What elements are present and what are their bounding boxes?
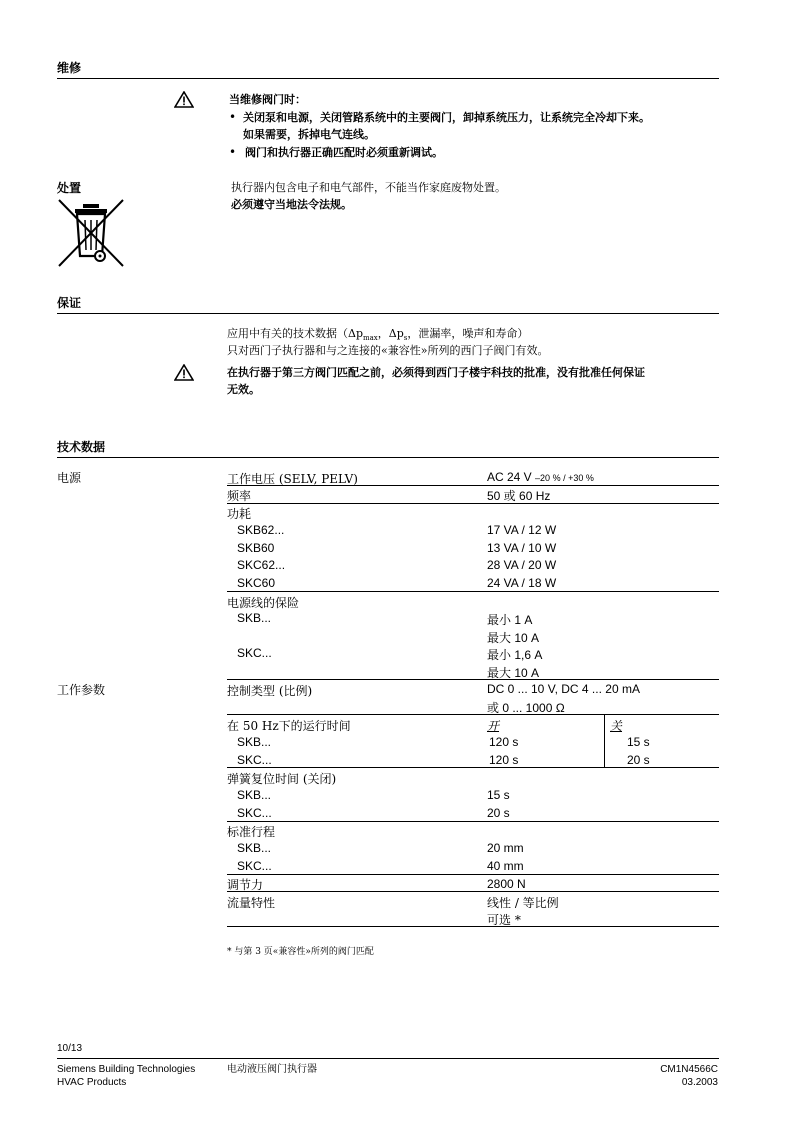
group-label-power: 电源 [57,471,82,485]
warranty-text: 只对西门子执行器和与之连接的«兼容性»所列的西门子阀门有效。 [227,344,549,357]
spec-label: 标准行程 [227,825,276,839]
spec-label: 功耗 [227,507,252,521]
spec-value: 线性 / 等比例 [487,896,559,910]
spec-model: SKB... [237,788,272,802]
spec-value: 24 VA / 18 W [487,576,557,590]
bullet-text: 阀门和执行器正确匹配时必须重新调试。 [245,146,443,159]
spec-model: SKB... [237,841,272,855]
spec-label: 频率 [227,489,252,503]
column-divider [604,715,605,767]
row-rule [227,485,719,486]
footer-rule [57,1058,719,1059]
spec-value: 17 VA / 12 W [487,523,557,537]
spec-value: 或 0 ... 1000 Ω [487,701,565,715]
crossed-bin-icon [57,198,125,272]
warranty-text: 应用中有关的技术数据（$\Delta p_{max}$，$\Delta p_s$，泄漏率，噪声和寿命） [227,327,529,343]
spec-value: 15 s [627,735,650,749]
spec-value: AC 24 V –20 % / +30 % [487,470,594,484]
spec-model: SKC60 [237,576,276,590]
footer-doc-number: CM1N4566C [660,1064,718,1075]
row-rule [227,767,719,768]
spec-model: SKC... [237,646,272,660]
row-rule [227,891,719,892]
row-rule [227,821,719,822]
disposal-text-bold: 必须遵守当地法令法规。 [231,198,352,211]
spec-value: 120 s [489,753,519,767]
spec-value: DC 0 ... 10 V, DC 4 ... 20 mA [487,682,640,696]
spec-value: 120 s [489,735,519,749]
spec-value: 最小 1,6 A [487,648,543,662]
row-rule [227,503,719,504]
spec-model: SKB60 [237,541,275,555]
footer-company: Siemens Building Technologies [57,1064,196,1075]
warning-icon [174,91,194,112]
spec-model: SKB... [237,735,272,749]
section-heading-tech: 技术数据 [57,440,106,454]
spec-model: SKC... [237,806,272,820]
row-rule [227,591,719,592]
spec-value: 20 s [627,753,650,767]
spec-label: 弹簧复位时间 (关闭) [227,772,337,786]
section-rule [57,78,719,79]
footer-date: 03.2003 [681,1077,718,1088]
spec-label: 流量特性 [227,896,276,910]
warning-icon [174,364,194,385]
spec-label: 调节力 [227,878,264,892]
row-rule [227,714,719,715]
spec-value: 20 s [487,806,510,820]
spec-value: 50 或 60 Hz [487,489,551,503]
bullet-text-cont: 如果需要，拆掉电气连线。 [243,128,375,141]
spec-label: 工作电压 (SELV, PELV) [227,472,358,486]
spec-model: SKC... [237,753,272,767]
spec-label: 在 50 Hz下的运行时间 [227,719,351,733]
section-rule [57,457,719,458]
warranty-warning-cont: 无效。 [227,383,260,396]
spec-label: 控制类型 (比例) [227,684,313,698]
column-header-close: 关 [610,719,623,733]
footer-division: HVAC Products [57,1077,127,1088]
spec-value: 最小 1 A [487,613,533,627]
spec-value: 20 mm [487,841,524,855]
row-rule [227,679,719,680]
footnote: * 与第 3 页«兼容性»所列的阀门匹配 [227,947,374,957]
footer-doc-title: 电动液压阀门执行器 [227,1064,317,1075]
page-number: 10/13 [57,1043,83,1054]
spec-value: 可选 * [487,913,521,927]
spec-value: 13 VA / 10 W [487,541,557,555]
spec-label: 电源线的保险 [227,596,300,610]
bullet-dot: • [229,145,237,159]
bullet-dot: • [229,110,237,124]
warranty-warning: 在执行器于第三方阀门匹配之前，必须得到西门子楼宇科技的批准，没有批准任何保证 [227,366,645,379]
spec-value: 15 s [487,788,510,802]
spec-model: SKB62... [237,523,285,537]
spec-value: 最大 10 A [487,631,540,645]
spec-model: SKC... [237,859,272,873]
section-heading-disposal: 处置 [57,181,82,195]
spec-model: SKC62... [237,558,286,572]
row-rule [227,874,719,875]
spec-value: 28 VA / 20 W [487,558,557,572]
group-label-operating: 工作参数 [57,683,106,697]
spec-value: 2800 N [487,877,526,891]
bullet-text: 关闭泵和电源，关闭管路系统中的主要阀门，卸掉系统压力，让系统完全冷却下来。 [243,111,650,124]
column-header-open: 开 [487,719,500,733]
warning-title: 当维修阀门时： [229,93,306,106]
row-rule [227,926,719,927]
spec-model: SKB... [237,611,272,625]
section-heading-maintenance: 维修 [57,61,82,75]
spec-value: 40 mm [487,859,524,873]
disposal-text: 执行器内包含电子和电气部件，不能当作家庭废物处置。 [231,181,506,194]
section-rule [57,313,719,314]
spec-value: 最大 10 A [487,666,540,680]
section-heading-warranty: 保证 [57,296,82,310]
